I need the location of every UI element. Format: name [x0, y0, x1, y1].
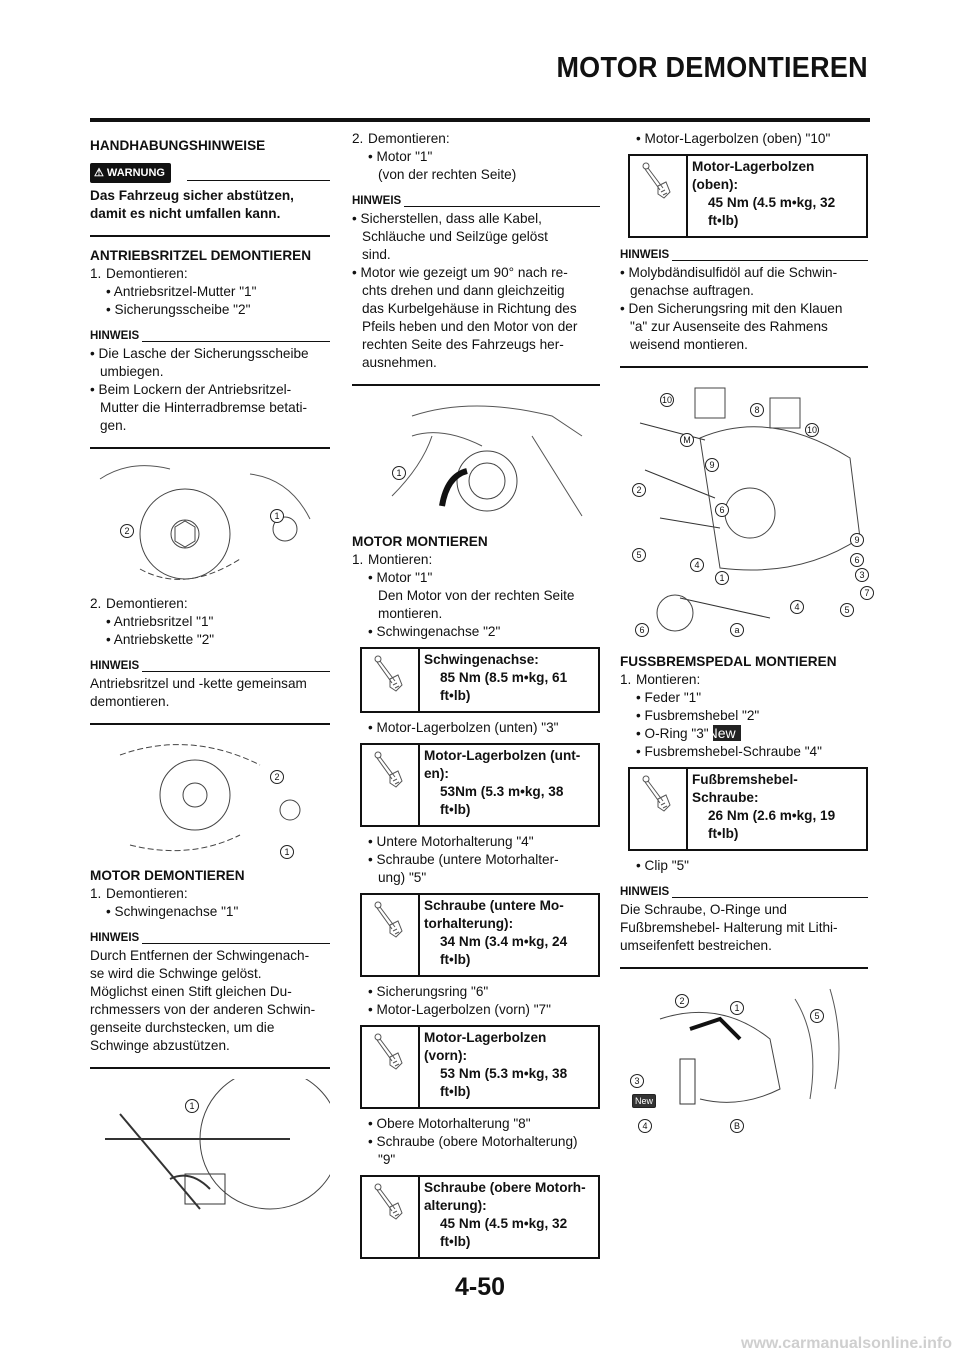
torque-part-name: alterung): [424, 1198, 487, 1213]
note-text: Antriebsritzel und -kette gemeinsam [90, 676, 307, 691]
torque-spec-text [688, 156, 839, 236]
bullet-item [352, 833, 600, 851]
torque-value: ft•lb) [440, 688, 471, 703]
illustration [620, 979, 868, 1131]
torque-spec-text [688, 769, 839, 849]
torque-part-name: Schraube (untere Mo- [424, 898, 564, 913]
step-number: 1. [352, 552, 364, 567]
callout-label: 2 [120, 524, 134, 538]
callout-label: 10 [806, 425, 817, 435]
bullet-item [90, 613, 330, 631]
bullet-item [620, 130, 868, 148]
illustration [90, 735, 330, 860]
bullet-text: Feder "1" [644, 690, 702, 705]
step-text: Montieren: [636, 672, 701, 687]
note-text: Sicherstellen, dass alle Kabel, [360, 211, 542, 226]
torque-wrench-icon [630, 156, 688, 236]
illustration-drawing [620, 378, 860, 646]
torque-spec-box [360, 743, 600, 827]
callout-label: B [730, 1119, 744, 1133]
bullet-text: Schraube (obere Motorhalterung) [376, 1134, 578, 1149]
note-text: Beim Lockern der Antriebsritzel- [98, 382, 292, 397]
note-item [620, 300, 868, 354]
callout-label: 4 [690, 558, 704, 572]
note-item [90, 675, 330, 711]
bullet-text: Motor-Lagerbolzen (oben) "10" [644, 131, 831, 146]
torque-part-name: (vorn): [424, 1048, 468, 1063]
torque-spec-box [360, 1175, 600, 1259]
torque-part-name: Schraube (obere Motorh- [424, 1180, 586, 1195]
step-item [352, 551, 600, 569]
page-number: 4-50 [454, 1273, 506, 1301]
note-label: HINWEIS [90, 660, 140, 672]
torque-wrench-icon [362, 649, 420, 711]
bullet-item [352, 851, 600, 887]
torque-part-name: Motor-Lagerbolzen [424, 1030, 547, 1045]
step-text: Demontieren: [106, 596, 188, 611]
note-text: weisend montieren. [630, 337, 748, 352]
note-text: rchmessers von der anderen Schwin- [90, 1002, 316, 1017]
torque-spec-text [420, 895, 571, 975]
step-number: 1. [90, 886, 102, 901]
note-text: Den Sicherungsring mit den Klauen [628, 301, 843, 316]
callout-label: 10 [661, 395, 672, 405]
torque-value: ft•lb) [440, 952, 471, 967]
callout-label: a [730, 623, 744, 637]
bullet-item [90, 283, 330, 301]
bullet-item [352, 719, 600, 737]
callout-label: 5 [810, 1009, 824, 1023]
sub-text: Den Motor von der rechten Seite [378, 588, 575, 603]
column-2 [352, 130, 600, 1265]
torque-value: 53Nm (5.3 m•kg, 38 [440, 784, 564, 799]
callout-label: 3 [855, 568, 869, 582]
note-text: sind. [362, 247, 391, 262]
bullet-item [90, 301, 330, 319]
illustration [90, 1079, 330, 1214]
torque-wrench-icon [362, 745, 420, 825]
torque-part-name: Motor-Lagerbolzen [692, 159, 815, 174]
torque-part-name: en): [424, 766, 449, 781]
torque-value: 45 Nm (4.5 m•kg, 32 [708, 195, 836, 210]
step-number: 2. [90, 596, 102, 611]
note-text: Schwinge abzustützen. [90, 1038, 230, 1053]
note-text: Mutter die Hinterradbremse betati- [100, 400, 308, 415]
note-text: chts drehen und dann gleichzeitig [362, 283, 565, 298]
torque-spec-text [420, 649, 571, 711]
callout-label: 1 [392, 466, 406, 480]
torque-part-name: (oben): [692, 177, 739, 192]
torque-value: 45 Nm (4.5 m•kg, 32 [440, 1216, 568, 1231]
bullet-text: Schraube (untere Motorhalter- [376, 852, 559, 867]
note-line [142, 671, 330, 672]
note-item [352, 264, 600, 372]
section-heading: HANDHABUNGSHINWEISE [90, 138, 266, 153]
note-line [142, 943, 330, 944]
note-header [352, 192, 600, 210]
bullet-text: Sicherungsscheibe "2" [114, 302, 251, 317]
note-text: genachse auftragen. [630, 283, 754, 298]
step-text: Demontieren: [106, 886, 188, 901]
bullet-item [352, 623, 600, 641]
section-divider [90, 1067, 330, 1069]
torque-value: ft•lb) [440, 1234, 471, 1249]
note-header [620, 883, 868, 901]
note-block [90, 657, 330, 711]
bullet-item [352, 1001, 600, 1019]
bullet-text: O-Ring "3" [644, 726, 709, 741]
callout-label: 6 [850, 553, 864, 567]
torque-value: 26 Nm (2.6 m•kg, 19 [708, 808, 836, 823]
bullet-text: Motor-Lagerbolzen (vorn) "7" [376, 1002, 551, 1017]
bullet-text: Obere Motorhalterung "8" [376, 1116, 531, 1131]
torque-value: ft•lb) [708, 826, 739, 841]
note-text: Fußbremshebel- Halterung mit Lithi- [620, 920, 838, 935]
torque-spec-box [360, 893, 600, 977]
note-block [352, 192, 600, 372]
bullet-text: Clip "5" [644, 858, 689, 873]
torque-spec-box [628, 154, 868, 238]
note-line [672, 260, 868, 261]
warning-line-text: damit es nicht umfallen kann. [90, 206, 281, 221]
note-text: Durch Entfernen der Schwingenach- [90, 948, 310, 963]
step-item [352, 130, 600, 148]
callout-label: 9 [705, 458, 719, 472]
step-text: Montieren: [368, 552, 433, 567]
callout-label: 6 [715, 503, 729, 517]
note-text: "a" zur Ausenseite des Rahmens [630, 319, 828, 334]
note-item [352, 210, 600, 264]
section-divider [620, 366, 868, 368]
section-heading: ANTRIEBSRITZEL DEMONTIEREN [90, 248, 312, 263]
bullet-text: Antriebskette "2" [113, 632, 215, 647]
bullet-text: Motor-Lagerbolzen (unten) "3" [376, 720, 559, 735]
callout-label: 2 [270, 770, 284, 784]
page-title: MOTOR DEMONTIEREN [556, 52, 868, 84]
callout-label: 7 [860, 586, 874, 600]
note-line [142, 341, 330, 342]
bullet-item [620, 725, 868, 743]
bullet-text: Fusbremshebel "2" [644, 708, 760, 723]
note-text: umbiegen. [100, 364, 164, 379]
torque-wrench-icon [362, 1027, 420, 1107]
callout-label: 6 [635, 623, 649, 637]
torque-value: 85 Nm (8.5 m•kg, 61 [440, 670, 568, 685]
torque-part-name: Motor-Lagerbolzen (unt- [424, 748, 581, 763]
step-number: 1. [90, 266, 102, 281]
illustration-drawing [90, 735, 330, 860]
note-item [620, 264, 868, 300]
note-text: Die Lasche der Sicherungsscheibe [98, 346, 309, 361]
callout-label: 5 [632, 548, 646, 562]
note-block [620, 246, 868, 354]
torque-value: ft•lb) [708, 213, 739, 228]
note-item [90, 381, 330, 435]
bullet-text: Sicherungsring "6" [376, 984, 489, 999]
warning-label: WARNUNG [106, 167, 165, 179]
callout-label: 8 [750, 403, 764, 417]
illustration [352, 396, 600, 526]
torque-part-name: Schraube: [692, 790, 759, 805]
section-heading: FUSSBREMSPEDAL MONTIEREN [620, 654, 837, 669]
note-text: Die Schraube, O-Ringe und [620, 902, 787, 917]
torque-part-name: Schwingenachse: [424, 652, 539, 667]
sub-text: montieren. [378, 606, 443, 621]
torque-spec-text [420, 1027, 571, 1107]
warning-text [90, 187, 330, 223]
torque-spec-box [360, 647, 600, 713]
callout-label: 5 [840, 603, 854, 617]
bullet-text: Untere Motorhalterung "4" [376, 834, 534, 849]
bullet-text-cont: ung) "5" [378, 870, 427, 885]
note-text: Motor wie gezeigt um 90° nach re- [360, 265, 568, 280]
note-item [90, 345, 330, 381]
callout-label: 1 [185, 1099, 199, 1113]
note-header [90, 657, 330, 675]
bullet-item [620, 857, 868, 875]
bullet-text-cont: "9" [378, 1152, 396, 1167]
callout-label: 1 [715, 571, 729, 585]
callout-label: 4 [638, 1119, 652, 1133]
bullet-text: Antriebsritzel-Mutter "1" [113, 284, 257, 299]
bullet-item [352, 148, 600, 166]
callout-label: 1 [730, 1001, 744, 1015]
bullet-item [352, 1133, 600, 1169]
note-text: gen. [100, 418, 127, 433]
step-text: Demontieren: [106, 266, 188, 281]
note-label: HINWEIS [352, 195, 402, 207]
torque-value: 53 Nm (5.3 m•kg, 38 [440, 1066, 568, 1081]
torque-spec-text [420, 745, 584, 825]
note-text: umseifenfett bestreichen. [620, 938, 772, 953]
section-heading: MOTOR MONTIEREN [352, 534, 488, 549]
bullet-item [352, 569, 600, 587]
note-label: HINWEIS [620, 249, 670, 261]
callout-label: 3 [630, 1074, 644, 1088]
bullet-text: Motor "1" [376, 149, 433, 164]
section-divider [90, 447, 330, 449]
section-divider [90, 235, 330, 237]
bullet-text: Schwingenachse "2" [376, 624, 501, 639]
torque-value: 34 Nm (3.4 m•kg, 24 [440, 934, 568, 949]
torque-part-name: Fußbremshebel- [692, 772, 798, 787]
note-header [620, 246, 868, 264]
torque-wrench-icon [362, 895, 420, 975]
warning-header [90, 163, 330, 183]
note-text: genseite durchstecken, um die [90, 1020, 275, 1035]
torque-wrench-icon [630, 769, 688, 849]
warning-line-text: Das Fahrzeug sicher abstützen, [90, 188, 294, 203]
note-line [672, 897, 868, 898]
new-badge: New [713, 725, 741, 741]
step-item [90, 885, 330, 903]
bullet-text: Fusbremshebel-Schraube "4" [644, 744, 822, 759]
watermark: www.carmanualsonline.info [741, 1335, 952, 1352]
section-divider [352, 384, 600, 386]
note-text: Schläuche und Seilzüge gelöst [362, 229, 548, 244]
sub-text: (von der rechten Seite) [378, 167, 517, 182]
note-block [90, 929, 330, 1055]
note-text: Möglichst einen Stift gleichen Du- [90, 984, 292, 999]
callout-label: 1 [280, 845, 294, 859]
note-header [90, 327, 330, 345]
warning-line [187, 180, 330, 181]
illustration-drawing [90, 1079, 330, 1214]
bullet-item [90, 631, 330, 649]
column-1 [90, 130, 330, 1220]
torque-value: ft•lb) [440, 1084, 471, 1099]
bullet-item [620, 689, 868, 707]
section-divider [90, 723, 330, 725]
illustration-drawing [620, 979, 860, 1114]
torque-spec-text [420, 1177, 590, 1257]
note-text: se wird die Schwinge gelöst. [90, 966, 262, 981]
bullet-text: Motor "1" [376, 570, 433, 585]
bullet-text: Schwingenachse "1" [114, 904, 239, 919]
step-number: 1. [620, 672, 632, 687]
callout-label: 1 [270, 509, 284, 523]
illustration [620, 378, 868, 646]
header-rule [90, 118, 870, 122]
torque-part-name: torhalterung): [424, 916, 514, 931]
torque-spec-box [360, 1025, 600, 1109]
illustration-drawing [352, 396, 592, 526]
callout-label: M [680, 433, 694, 447]
section-heading: MOTOR DEMONTIEREN [90, 868, 245, 883]
note-line [404, 206, 600, 207]
callout-label: 9 [850, 533, 864, 547]
warning-badge [90, 163, 171, 183]
note-item [620, 901, 868, 955]
torque-value: ft•lb) [440, 802, 471, 817]
note-text: Molybdändisulfidöl auf die Schwin- [628, 265, 838, 280]
column-3 [620, 130, 870, 1131]
step-item [90, 595, 330, 613]
callout-label: 2 [632, 483, 646, 497]
note-text: Pfeils heben und den Motor von der [362, 319, 578, 334]
note-text: das Kurbelgehäuse in Richtung des [362, 301, 577, 316]
step-item [90, 265, 330, 283]
step-text: Demontieren: [368, 131, 450, 146]
note-text: ausnehmen. [362, 355, 437, 370]
note-text: rechten Seite des Fahrzeugs her- [362, 337, 564, 352]
note-text: demontieren. [90, 694, 170, 709]
callout-label: 2 [675, 994, 689, 1008]
bullet-item [90, 903, 330, 921]
bullet-item [352, 1115, 600, 1133]
note-label: HINWEIS [90, 330, 140, 342]
bullet-item [620, 743, 868, 761]
warning-block [90, 163, 330, 223]
note-label: HINWEIS [620, 886, 670, 898]
bullet-item [620, 707, 868, 725]
callout-label: New [632, 1094, 656, 1108]
note-item [90, 947, 330, 1055]
section-divider [620, 967, 868, 969]
torque-spec-box [628, 767, 868, 851]
note-block [90, 327, 330, 435]
note-block [620, 883, 868, 955]
bullet-item [352, 983, 600, 1001]
bullet-text: Antriebsritzel "1" [113, 614, 214, 629]
illustration [90, 459, 330, 589]
callout-label: 4 [790, 600, 804, 614]
step-number: 2. [352, 131, 364, 146]
note-label: HINWEIS [90, 932, 140, 944]
step-item [620, 671, 868, 689]
warning-icon: ⚠ [94, 167, 107, 179]
note-header [90, 929, 330, 947]
torque-wrench-icon [362, 1177, 420, 1257]
